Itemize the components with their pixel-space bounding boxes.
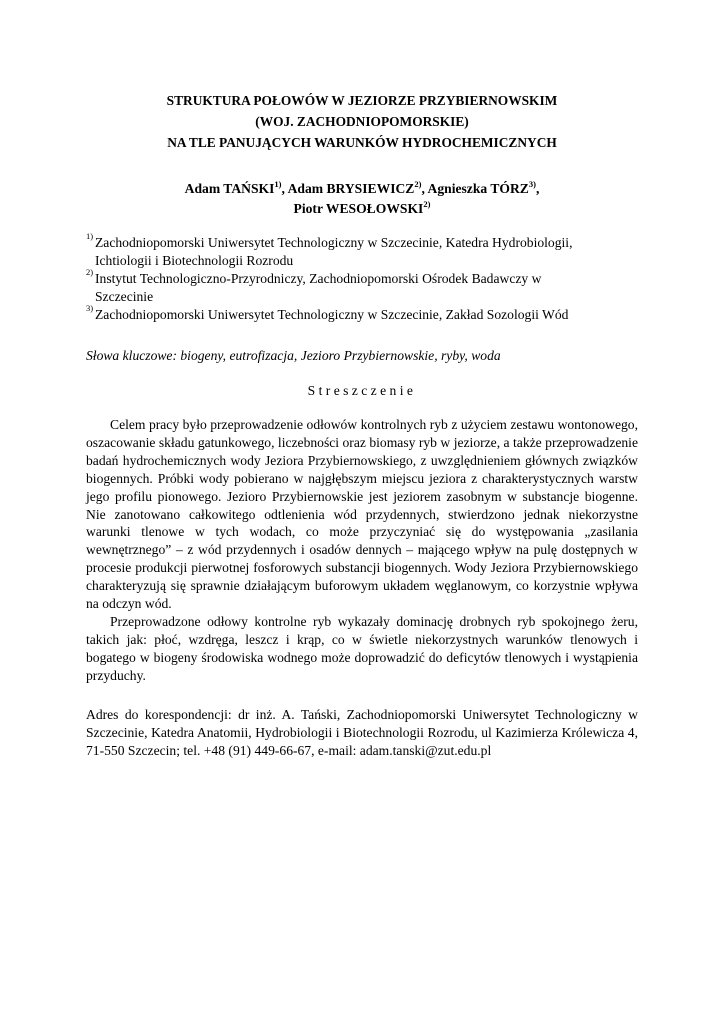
author-separator: , [421, 181, 428, 196]
author-name: Adam BRYSIEWICZ [287, 181, 415, 196]
title-line-1: STRUKTURA POŁOWÓW W JEZIORZE PRZYBIERNOWSKIM [166, 93, 558, 108]
author-affiliation-mark: 3) [528, 179, 536, 189]
author-separator: , [535, 181, 540, 196]
abstract-body [86, 416, 638, 685]
affiliation-item [86, 303, 638, 324]
affiliation-mark: 1) [86, 231, 94, 241]
paper-title [86, 90, 638, 153]
keywords: Słowa kluczowe: biogeny, eutrofizacja, Jezioro Przybiernowskie, ryby, woda [86, 348, 501, 363]
title-line-3: NA TLE PANUJĄCYCH WARUNKÓW HYDROCHEMICZNYCH [167, 135, 557, 150]
author-affiliation-mark: 2) [423, 199, 431, 209]
affiliation-text: Zachodniopomorski Uniwersytet Technologiczny w Szczecinie, Katedra Hydrobiologii, [95, 235, 573, 250]
author-list [86, 179, 638, 219]
affiliation-list [86, 231, 638, 324]
author-affiliation-mark: 1) [274, 179, 282, 189]
author-name: Piotr WESOŁOWSKI [293, 201, 424, 216]
affiliation-item [86, 231, 638, 270]
authors-line-1 [86, 179, 638, 199]
abstract-paragraph-1: Celem pracy było przeprowadzenie odłowów kontrolnych ryb z użyciem zestawu wontonowego, oszacowanie składu gatunkowego, liczebności oraz biomasy ryb w jeziorze, a także przeprowadzenie badań hydrochemicznych wody Jeziora Przybiernowskiego, z uwzględnieniem głównych związków biogennych. Próbki wody pobierano w najgłębszym miejscu jeziora z charakterystycznych warstw jego profilu pionowego. Jezioro Przybiernowskie jest jeziorem zasobnym w substancje biogenne. Nie zanotowano całkowitego odtlenienia wód przydennych, stwierdzono jednak niekorzystne warunki tlenowe w tych wodach, co może przyczyniać się do występowania „zasilania wewnętrznego” – z wód przydennych i osadów dennych – mającego wpływ na pulę dostępnych w procesie produkcji pierwotnej fosforowych substancji biogennych. Wody Jeziora Przybiernowskiego charakteryzują się sprawnie działającym buforowym układem węglanowym, co korzystnie wpływa na odczyn wód. [86, 417, 638, 612]
affiliation-mark: 3) [86, 303, 94, 313]
affiliation-text-continued: Ichtiologii i Biotechnologii Rozrodu [95, 253, 294, 268]
authors-line-2 [86, 199, 638, 219]
abstract-paragraph-2: Przeprowadzone odłowy kontrolne ryb wykazały dominację drobnych ryb spokojnego żeru, takich jak: płoć, wzdręga, leszcz i krąp, co w świetle niekorzystnych warunków tlenowych i bogatego w biogeny środowiska wodnego może doprowadzić do deficytów tlenowych i wystąpienia przyduchy. [86, 613, 638, 683]
author-name: Agnieszka TÓRZ [427, 181, 529, 196]
affiliation-text: Instytut Technologiczno-Przyrodniczy, Zachodniopomorski Ośrodek Badawczy w [95, 271, 542, 286]
affiliation-text: Zachodniopomorski Uniwersytet Technologiczny w Szczecinie, Zakład Sozologii Wód [95, 307, 569, 322]
author-affiliation-mark: 2) [414, 179, 422, 189]
correspondence-address [86, 706, 638, 760]
abstract-heading: Streszczenie [307, 383, 417, 398]
author-name: Adam TAŃSKI [184, 181, 275, 196]
affiliation-text-continued: Szczecinie [95, 289, 154, 304]
affiliation-item [86, 267, 638, 306]
author-separator: , [281, 181, 288, 196]
affiliation-mark: 2) [86, 267, 94, 277]
title-line-2: (WOJ. ZACHODNIOPOMORSKIE) [255, 114, 469, 129]
correspondence-text: Adres do korespondencji: dr inż. A. Tański, Zachodniopomorski Uniwersytet Technologiczny w Szczecinie, Katedra Anatomii, Hydrobiologii i Biotechnologii Rozrodu, ul Kazimierza Królewicza 4, 71-550 Szczecin; tel. +48 (91) 449-66-67, e-mail: adam.tanski@zut.edu.pl [86, 707, 638, 758]
